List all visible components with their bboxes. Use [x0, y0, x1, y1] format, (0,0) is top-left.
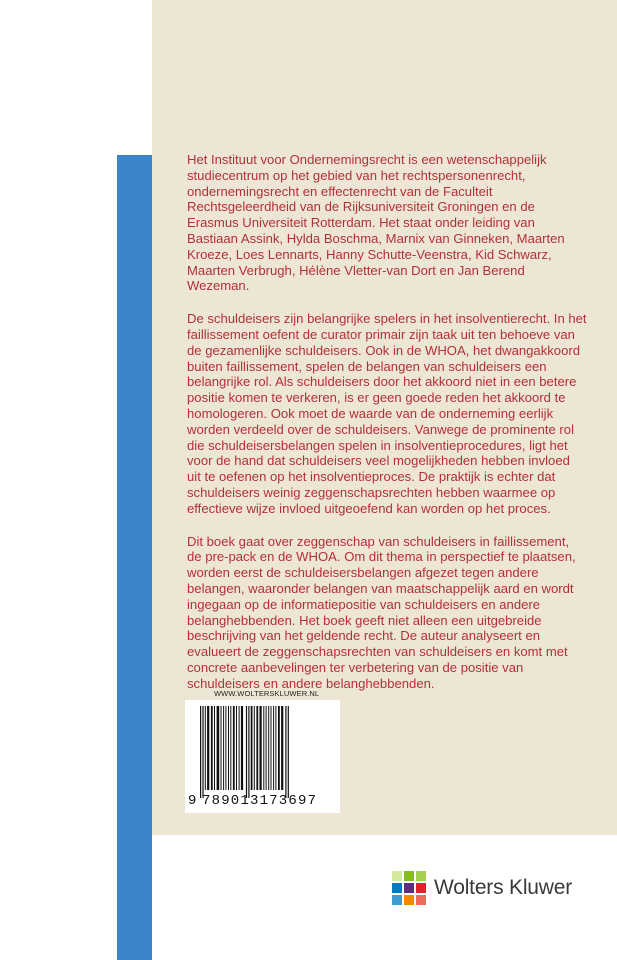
website-url: WWW.WOLTERSKLUWER.NL [214, 689, 320, 698]
publisher-logo [392, 870, 572, 906]
back-cover-text [187, 152, 587, 709]
paragraph-institute: Het Instituut voor Ondernemingsrecht is een wetenschappelijk studiecentrum op het gebied van het rechtspersonenrecht, ondernemingsrecht en effectenrecht van de Faculteit Rechtsgeleerdheid van de Rijksuniversiteit Groningen en de Erasmus Universiteit Rotterdam. Het staat onder leiding van Bastiaan Assink, Hylda Boschma, Marnix van Ginneken, Maarten Kroeze, Loes Lennarts, Hanny Schutte-Veenstra, Kid Schwarz, Maarten Verbrugh, Hélène Vletter-van Dort en Jan Berend Wezeman. [187, 152, 565, 294]
isbn-lead-digit: 9 [188, 793, 198, 809]
isbn-digits: 789013173697 [202, 793, 318, 809]
wolters-kluwer-mosaic-icon [392, 871, 426, 905]
paragraph-book: Dit boek gaat over zeggenschap van schuldeisers in faillissement, de pre-pack en de WHOA. Om dit thema in perspectief te plaatsen, worden eerst de schuldeisersbelangen afgezet tegen andere belangen, waaronder belangen van maatschappelijk aard en wordt ingegaan op de informatiepositie van schuldeisers en andere belanghebbenden. Het boek geeft niet alleen een uitgebreide beschrijving van het geldende recht. De auteur analyseert en evalueert de zeggenschapsrechten van schuldeisers en komt met concrete aanbevelingen ter verbetering van de positie van schuldeisers en andere belanghebbenden. [187, 533, 576, 691]
isbn-barcode [185, 700, 340, 813]
publisher-name: Wolters Kluwer [434, 876, 573, 899]
accent-bar [117, 155, 152, 960]
paragraph-creditors: De schuldeisers zijn belangrijke spelers in het insolventierecht. In het faillissement oefent de curator primair zijn taak uit ten behoeve van de gezamenlijke schuldeisers. Ook in de WHOA, het dwangakkoord buiten faillissement, spelen de belangen van schuldeisers een belangrijke rol. Als schuldeisers door het akkoord niet in een betere positie komen te verkeren, is er geen goede reden het akkoord te homologeren. Ook moet de waarde van de onderneming eerlijk worden verdeeld over de schuldeisers. Vanwege de prominente rol die schuldeisersbelangen spelen in insolventieprocedures, ligt het voor de hand dat schuldeisers veel mogelijkheden hebben invloed uit te oefenen op het insolventieproces. De praktijk is echter dat schuldeisers weinig zeggenschapsrechten hebben waarmee op effectieve wijze invloed uitgeoefend kan worden op het proces. [187, 311, 587, 516]
